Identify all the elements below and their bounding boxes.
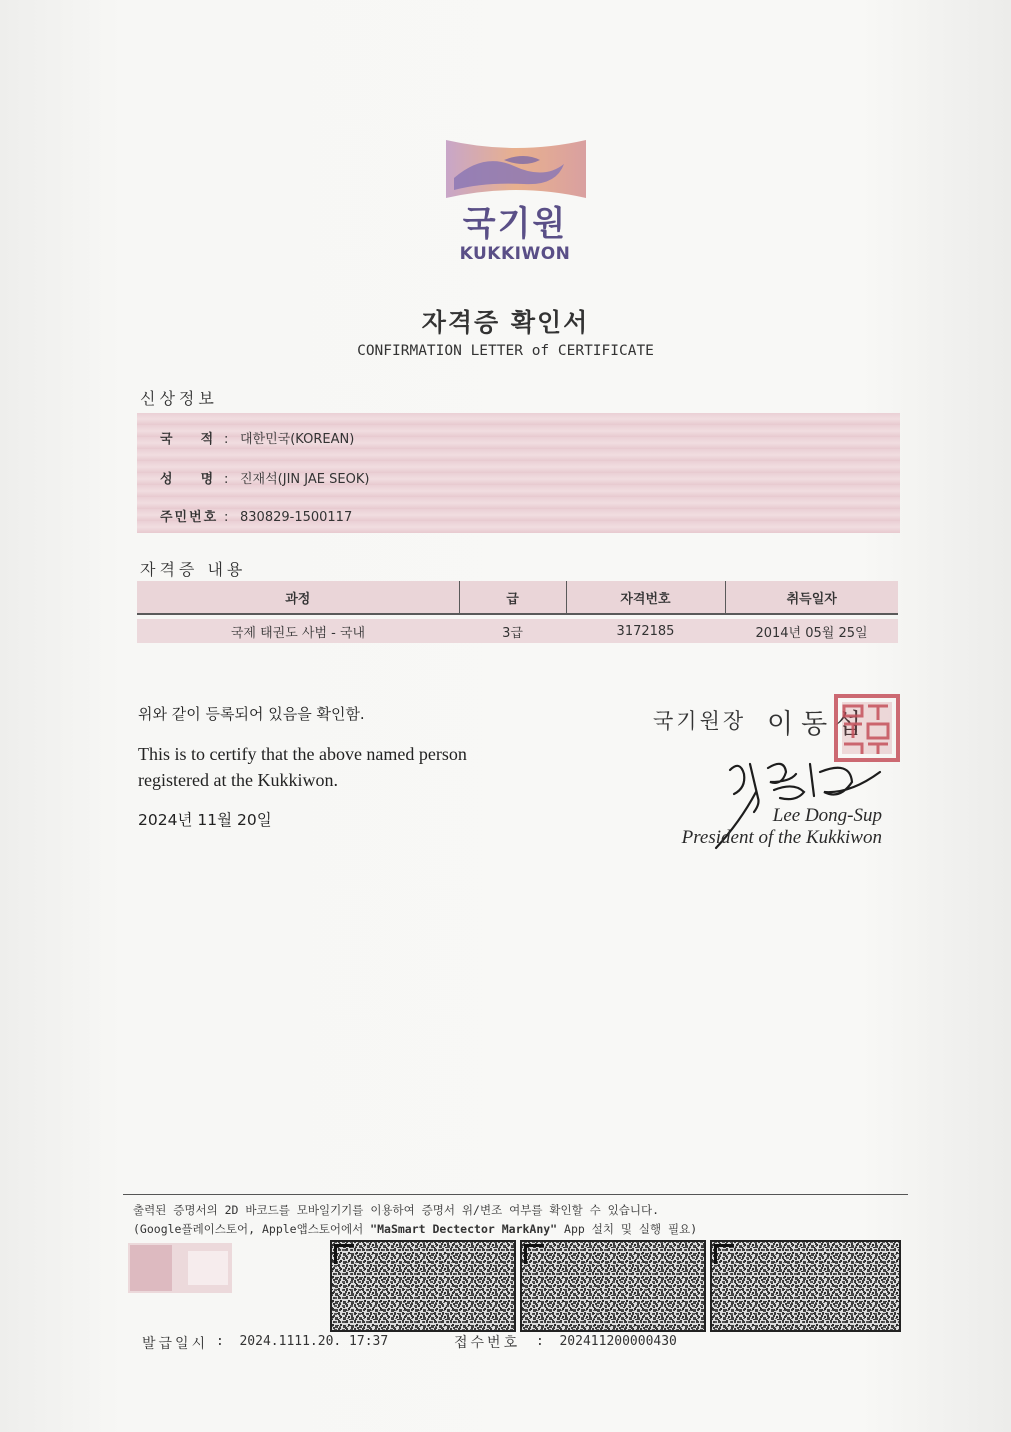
column-header-cert-number: 자격번호	[566, 581, 725, 614]
footer-divider	[123, 1194, 908, 1195]
personal-info-heading: 신상정보	[140, 389, 218, 408]
president-title-english: President of the Kukkiwon	[681, 827, 882, 848]
notice-app-name: "MaSmart Dectector MarkAny"	[370, 1222, 558, 1236]
name-separator: :	[224, 472, 229, 487]
confirmation-korean: 위와 같이 등록되어 있음을 확인함.	[138, 705, 365, 723]
confirmation-english-line2: registered at the Kukkiwon.	[138, 770, 338, 790]
barcode-icon	[330, 1240, 516, 1332]
barcode-icon	[710, 1240, 901, 1332]
issue-date: 2024년 11월 20일	[138, 811, 272, 829]
resident-number-separator: :	[224, 510, 229, 525]
certificate-content-heading: 자격증 내용	[140, 560, 247, 579]
course-cell: 국제 태권도 사범 - 국내	[137, 619, 459, 643]
barcode-notice-line1: 출력된 증명서의 2D 바코드를 모바일기기를 이용하여 증명서 위/변조 여부를 확인할 수 있습니다.	[133, 1203, 659, 1217]
kukkiwon-logo-icon	[444, 138, 588, 200]
cert-number-cell: 3172185	[566, 619, 725, 643]
table-row	[137, 619, 898, 643]
issuer-stamp-icon	[128, 1243, 232, 1293]
issue-datetime-value: : 2024.1111.20. 17:37	[216, 1334, 389, 1349]
confirmation-english	[138, 741, 538, 793]
nationality-label: 국 적	[160, 432, 216, 447]
column-header-grade: 급	[459, 581, 566, 614]
name-row	[160, 468, 369, 487]
nationality-value: 대한민국(KOREAN)	[240, 432, 355, 447]
receipt-number-value: : 202411200000430	[536, 1334, 677, 1349]
resident-number-row	[160, 506, 352, 525]
notice-suffix: App 설치 및 실행 필요)	[557, 1222, 698, 1236]
column-header-acquired-date: 취득일자	[725, 581, 898, 614]
president-name-english: Lee Dong-Sup	[772, 805, 882, 826]
barcode-icon	[520, 1240, 706, 1332]
logo-korean-name: 국기원	[462, 204, 568, 244]
issue-datetime-label: 발급일시	[142, 1336, 209, 1352]
logo-english-name: KUKKIWON	[459, 244, 571, 264]
name-label: 성 명	[160, 472, 216, 487]
document-title-english: CONFIRMATION LETTER of CERTIFICATE	[357, 343, 654, 359]
barcode-notice-line2	[133, 1221, 697, 1237]
resident-number-value: 830829-1500117	[240, 510, 353, 525]
resident-number-label: 주민번호	[160, 510, 219, 525]
grade-cell: 3급	[459, 619, 566, 643]
notice-prefix: (Google플레이스토어, Apple앱스토어에서	[133, 1222, 371, 1236]
certificate-table	[137, 581, 898, 643]
name-value: 진재석(JIN JAE SEOK)	[240, 472, 370, 487]
receipt-number-label: 접수번호	[454, 1335, 521, 1351]
column-header-course: 과정	[137, 581, 459, 614]
president-title-korean: 국기원장	[653, 709, 747, 733]
acquired-date-cell: 2014년 05월 25일	[725, 619, 898, 643]
confirmation-english-line1: This is to certify that the above named person	[138, 744, 467, 764]
document-title-korean: 자격증 확인서	[421, 308, 590, 337]
nationality-separator: :	[224, 432, 229, 447]
president-name-korean: 이동섭	[767, 709, 870, 740]
table-header-row	[137, 581, 898, 614]
nationality-row	[160, 428, 354, 447]
